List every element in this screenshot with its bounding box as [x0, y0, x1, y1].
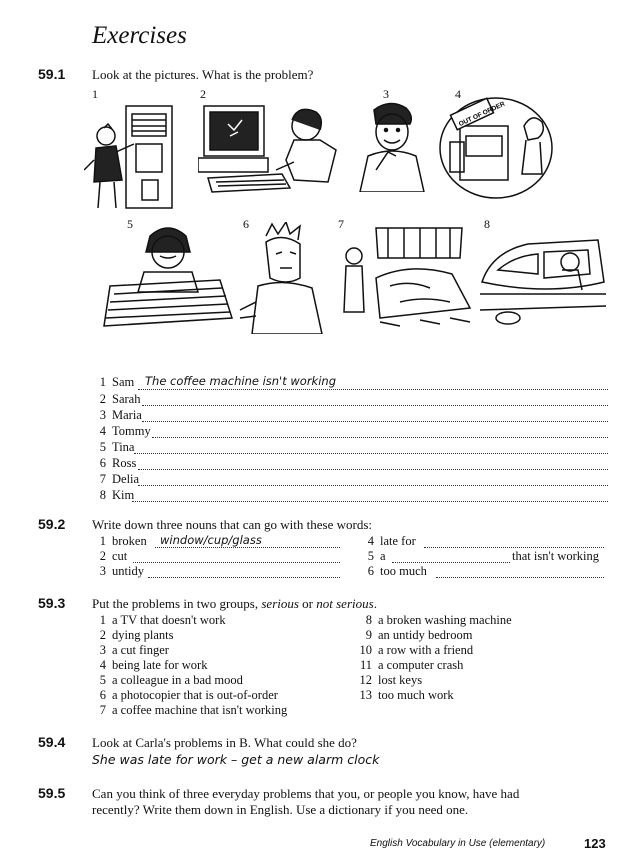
ex2-answer-line-4[interactable]: [424, 547, 604, 548]
illustration-broken-coffee-machine: [84, 100, 180, 212]
ex1-answer-line-6[interactable]: [138, 469, 608, 470]
ex1-answer-line-2[interactable]: [142, 405, 608, 406]
exercise-59-4-instruction: Look at Carla's problems in B. What could she do?: [92, 735, 357, 750]
page-title: Exercises: [92, 22, 187, 49]
exercise-59-2-number: 59.2: [38, 516, 66, 532]
exercise-59-4-number: 59.4: [38, 734, 66, 750]
ex1-item-5: 5 Tina: [99, 440, 135, 454]
ex2-item-3: 3 untidy: [99, 564, 144, 578]
ex1-item-2: 2 Sarah: [99, 392, 141, 406]
ex2-item-5-suffix: that isn't working: [512, 549, 599, 563]
ex4-answer[interactable]: She was late for work – get a new alarm clock: [92, 752, 380, 767]
ex2-item-6: 6 too much: [367, 564, 427, 578]
illustration-untidy-bedroom: [340, 222, 478, 334]
illustration-computer-crash: [198, 100, 344, 196]
ex1-item-7: 7 Delia: [99, 472, 140, 486]
exercise-59-3-number: 59.3: [38, 595, 66, 611]
picture-number-1: 1: [92, 87, 98, 101]
ex1-answer-line-1[interactable]: [138, 389, 608, 390]
ex1-answer-line-8[interactable]: [132, 501, 608, 502]
ex1-answer-line-4[interactable]: [152, 437, 608, 438]
ex2-answer-line-1[interactable]: [155, 547, 340, 548]
picture-number-8: 8: [484, 217, 490, 231]
picture-number-2: 2: [200, 87, 206, 101]
ex3-item-5: 5 a colleague in a bad mood: [99, 673, 243, 687]
ex1-answer-line-7[interactable]: [138, 485, 608, 486]
page-number: 123: [584, 836, 606, 851]
ex3-item-1: 1 a TV that doesn't work: [99, 613, 226, 627]
out-of-order-sign: OUT OF ORDER: [457, 100, 507, 129]
illustration-bad-mood: [238, 222, 334, 334]
ex3-item-2: 2 dying plants: [99, 628, 174, 642]
ex3-item-12: 12 lost keys: [359, 673, 423, 687]
illustration-out-of-order-machine: [438, 96, 556, 200]
picture-number-3: 3: [383, 87, 389, 101]
ex1-answer-line-5[interactable]: [134, 453, 608, 454]
ex1-item-8: 8 Kim: [99, 488, 135, 502]
ex2-item-5: 5 a: [367, 549, 386, 563]
ex3-item-13: 13 too much work: [359, 688, 454, 702]
book-title: English Vocabulary in Use (elementary): [370, 838, 546, 849]
exercise-59-3-instruction: Put the problems in two groups, serious or not serious.: [92, 596, 377, 611]
exercise-59-1-instruction: Look at the pictures. What is the problem?: [92, 67, 314, 82]
picture-number-7: 7: [338, 217, 344, 231]
ex2-answer-line-3[interactable]: [148, 577, 340, 578]
illustration-too-much-work: [100, 222, 240, 334]
ex1-item-4: 4 Tommy: [99, 424, 151, 438]
ex1-answer-line-3[interactable]: [142, 421, 608, 422]
ex2-answer-line-5[interactable]: [392, 562, 510, 563]
exercise-59-5-instruction-line-1: Can you think of three everyday problems that you, or people you know, have had: [92, 786, 520, 801]
exercise-59-5-number: 59.5: [38, 785, 66, 801]
exercise-59-2-instruction: Write down three nouns that can go with these words:: [92, 517, 372, 532]
ex3-item-8: 8 a broken washing machine: [365, 613, 512, 627]
ex2-answer-line-6[interactable]: [436, 577, 604, 578]
ex2-item-4: 4 late for: [367, 534, 416, 548]
ex2-answer-1[interactable]: window/cup/glass: [160, 533, 262, 547]
ex2-item-2: 2 cut: [99, 549, 128, 563]
ex3-item-11: 11 a computer crash: [359, 658, 464, 672]
ex1-item-6: 6 Ross: [99, 456, 137, 470]
ex3-item-3: 3 a cut finger: [99, 643, 169, 657]
exercise-59-5-instruction-line-2: recently? Write them down in English. Use a dictionary if you need one.: [92, 802, 469, 817]
ex3-item-4: 4 being late for work: [99, 658, 208, 672]
ex2-item-1: 1 broken: [99, 534, 147, 548]
picture-number-4: 4: [455, 87, 461, 101]
ex1-answer-1[interactable]: The coffee machine isn't working: [145, 374, 336, 388]
picture-number-5: 5: [127, 217, 133, 231]
ex2-answer-line-2[interactable]: [133, 562, 340, 563]
illustration-sick-person: [354, 100, 428, 192]
ex1-item-1: 1 Sam: [99, 375, 135, 389]
ex3-item-10: 10 a row with a friend: [359, 643, 474, 657]
picture-number-6: 6: [243, 217, 249, 231]
ex3-item-7: 7 a coffee machine that isn't working: [99, 703, 288, 717]
illustration-car-problem: [478, 222, 608, 332]
ex1-item-3: 3 Maria: [99, 408, 142, 422]
ex3-item-9: 9 an untidy bedroom: [365, 628, 473, 642]
exercise-59-1-number: 59.1: [38, 66, 66, 82]
ex3-item-6: 6 a photocopier that is out-of-order: [99, 688, 278, 702]
